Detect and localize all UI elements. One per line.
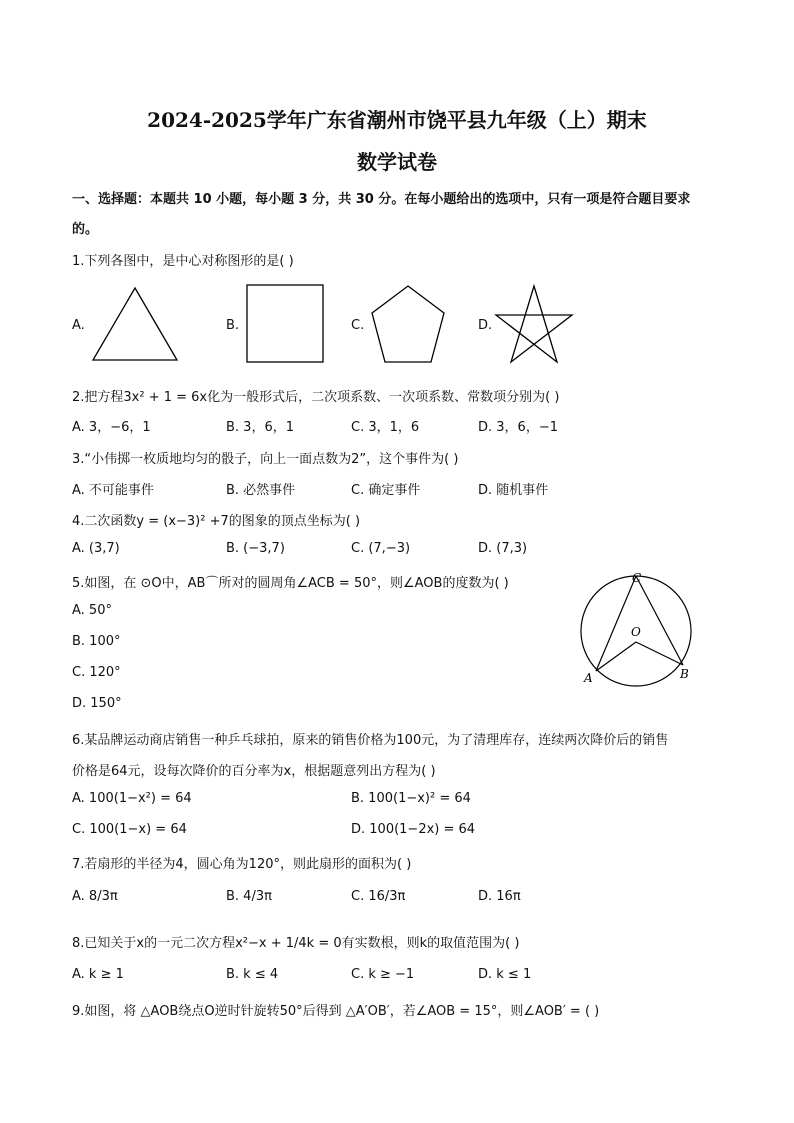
triangle-figure (90, 285, 180, 363)
question-8-stem: 8.已知关于x的一元二次方程x²−x + 1/4k = 0有实数根，则k的取值范围为( ) (72, 936, 520, 951)
label-a: A (584, 671, 593, 685)
question-6-option-d: D. 100(1−2x) = 64 (351, 822, 476, 837)
question-1-stem: 1.下列各图中，是中心对称图形的是( ) (72, 254, 294, 269)
question-2-stem: 2.把方程3x² + 1 = 6x化为一般形式后，二次项系数、一次项系数、常数项分别为( ) (72, 390, 560, 405)
question-7-option-a: A. 8/3π (72, 889, 118, 904)
question-8-option-a: A. k ≥ 1 (72, 967, 124, 982)
question-3-option-c: C. 确定事件 (351, 483, 421, 498)
question-5-option-a: A. 50° (72, 603, 112, 618)
label-b: B (680, 667, 689, 681)
page-subtitle: 数学试卷 (357, 150, 437, 174)
question-4-option-b: B. (−3,7) (226, 541, 285, 556)
question-3-stem: 3.“小伟掷一枚质地均匀的骰子，向上一面点数为2”，这个事件为( ) (72, 452, 459, 467)
section-instruction-line2: 的。 (72, 222, 99, 237)
question-5-stem: 5.如图，在 ⊙O中，AB⌒所对的圆周角∠ACB = 50°，则∠AOB的度数为( ) (72, 576, 509, 591)
question-3-option-a: A. 不可能事件 (72, 483, 154, 498)
pentagon-figure (369, 284, 447, 364)
question-5-option-d: D. 150° (72, 696, 122, 711)
chord-cb (636, 576, 683, 665)
question-7-option-d: D. 16π (478, 889, 521, 904)
section-instruction-line1: 一、选择题：本题共 10 小题，每小题 3 分，共 30 分。在每小题给出的选项中，只有一项是符合题目要求 (72, 192, 691, 207)
triangle-shape (93, 288, 177, 360)
label-c: C (632, 571, 642, 585)
question-2-option-b: B. 3，6，1 (226, 420, 294, 435)
square-shape (247, 285, 323, 362)
question-2-option-a: A. 3，−6，1 (72, 420, 151, 435)
question-6-stem-line1: 6.某品牌运动商店销售一种乒乓球拍，原来的销售价格为100元，为了清理库存，连续两次降价后的销售 (72, 733, 669, 748)
question-2-option-c: C. 3，1，6 (351, 420, 420, 435)
question-7-option-c: C. 16/3π (351, 889, 406, 904)
question-9-stem: 9.如图，将 △AOB绕点O逆时针旋转50°后得到 △A′OB′，若∠AOB = 15°，则∠AOB′ = ( ) (72, 1004, 600, 1019)
question-7-stem: 7.若扇形的半径为4，圆心角为120°，则此扇形的面积为( ) (72, 857, 412, 872)
question-8-option-d: D. k ≤ 1 (478, 967, 532, 982)
star-figure (494, 284, 574, 364)
question-4-stem: 4.二次函数y = (x−3)² +7的图象的顶点坐标为( ) (72, 514, 361, 529)
question-4-option-a: A. (3,7) (72, 541, 120, 556)
question-3-option-b: B. 必然事件 (226, 483, 296, 498)
square-figure (246, 284, 324, 364)
circle-figure (576, 568, 696, 690)
question-6-stem-line2: 价格是64元，设每次降价的百分率为x，根据题意列出方程为( ) (72, 764, 436, 779)
question-8-option-b: B. k ≤ 4 (226, 967, 279, 982)
question-6-option-c: C. 100(1−x) = 64 (72, 822, 187, 837)
question-4-option-c: C. (7,−3) (351, 541, 411, 556)
pentagon-shape (372, 286, 444, 362)
question-7-option-b: B. 4/3π (226, 889, 272, 904)
question-1-option-d: D. (478, 318, 493, 333)
question-4-option-d: D. (7,3) (478, 541, 528, 556)
question-1-option-c: C. (351, 318, 365, 333)
question-6-option-b: B. 100(1−x)² = 64 (351, 791, 471, 806)
question-1-option-b: B. (226, 318, 240, 333)
star-shape (496, 286, 572, 362)
question-2-option-d: D. 3，6，−1 (478, 420, 558, 435)
label-o: O (631, 625, 641, 639)
question-8-option-c: C. k ≥ −1 (351, 967, 415, 982)
question-3-option-d: D. 随机事件 (478, 483, 549, 498)
question-1-option-a: A. (72, 318, 85, 333)
question-6-option-a: A. 100(1−x²) = 64 (72, 791, 192, 806)
question-5-option-b: B. 100° (72, 634, 121, 649)
page-title: 2024-2025学年广东省潮州市饶平县九年级（上）期末 (147, 108, 647, 132)
question-5-option-c: C. 120° (72, 665, 121, 680)
radius-ob (636, 642, 683, 665)
